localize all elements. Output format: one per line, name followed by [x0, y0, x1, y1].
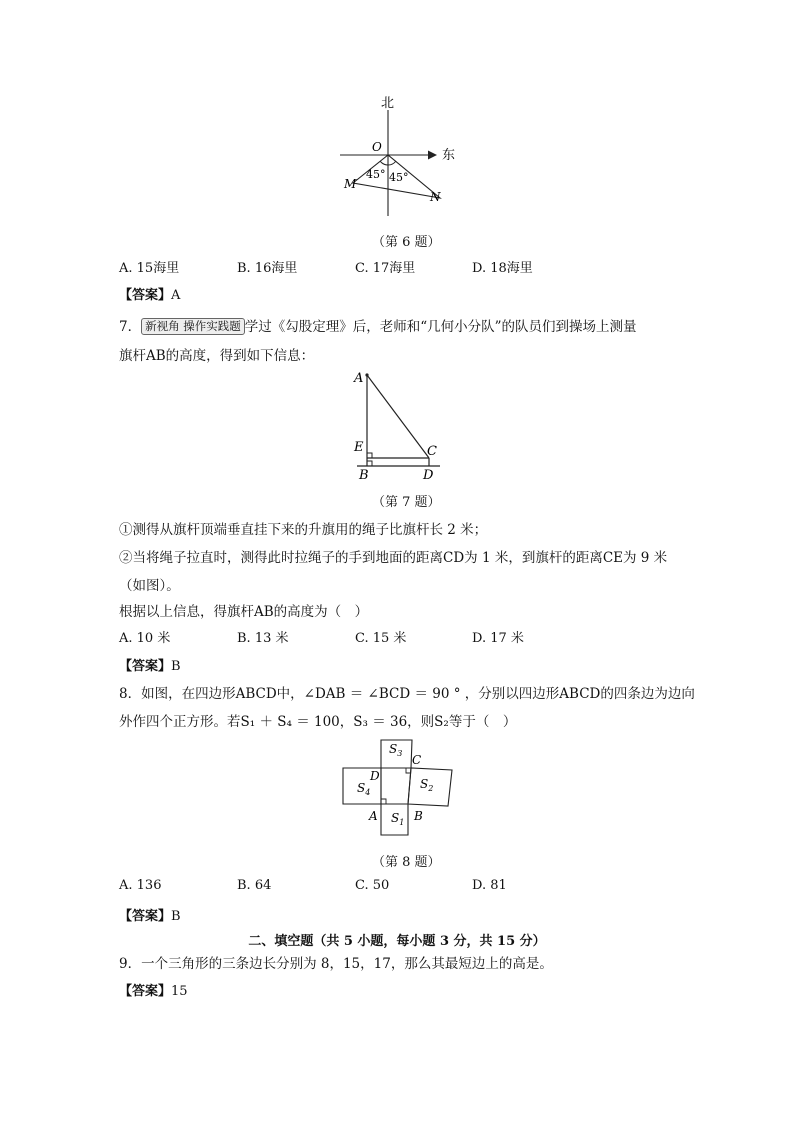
q7-flagpole-figure — [345, 365, 455, 483]
q6-option-c: C. 17海里 — [355, 261, 416, 276]
q8-answer — [119, 905, 181, 924]
east-label: 东 — [442, 148, 456, 163]
q7-option-a: A. 10 米 — [119, 631, 171, 646]
q8-text-line1: 8．如图，在四边形ABCD中，∠DAB ＝ ∠BCD ＝ 90 ° ，分别以四边形ABCD的四条边为边向 — [119, 686, 695, 702]
section-heading: 二、填空题（共 5 小题，每小题 3 分，共 15 分） — [248, 934, 546, 949]
q9-text: 9．一个三角形的三条边长分别为 8，15，17，那么其最短边上的高是。 — [119, 956, 553, 972]
label-s2: $S_2$ — [420, 777, 434, 793]
answer-label: 【答案】 — [119, 984, 172, 999]
answer-label: 【答案】 — [119, 659, 172, 674]
angle-right-label: 45° — [389, 171, 409, 184]
q7-text-line2: 旗杆AB的高度，得到如下信息： — [119, 348, 315, 364]
q7-info2-cont: （如图）。 — [119, 578, 180, 594]
q7-question: 根据以上信息，得旗杆AB的高度为（ ） — [119, 604, 369, 620]
q9-answer — [119, 980, 188, 999]
point-b-label: B — [414, 809, 423, 823]
angle-left-label: 45° — [366, 168, 386, 181]
point-o-label: O — [372, 140, 382, 154]
north-label: 北 — [381, 96, 395, 111]
point-a-label: A — [369, 809, 378, 823]
point-a-label: A — [354, 371, 364, 386]
q7-text1: 学过《勾股定理》后，老师和“几何小分队”的队员们到操场上测量 — [244, 319, 637, 335]
q7-text-line1 — [119, 315, 637, 335]
answer-label: 【答案】 — [119, 909, 172, 924]
q7-caption: （第 7 题） — [372, 495, 441, 510]
q6-answer — [119, 284, 180, 303]
q8-option-c: C. 50 — [355, 878, 390, 893]
answer-label: 【答案】 — [119, 288, 172, 303]
q7-answer — [119, 655, 181, 674]
answer-value: B — [171, 659, 181, 674]
q6-option-d: D. 18海里 — [472, 261, 533, 276]
point-m-label: M — [344, 177, 357, 191]
q6-caption: （第 6 题） — [372, 235, 441, 250]
point-c-label: C — [412, 753, 422, 767]
q8-option-d: D. 81 — [472, 878, 507, 893]
label-s1: $S_1$ — [391, 811, 405, 827]
q8-option-b: B. 64 — [237, 878, 272, 893]
q8-text-line2: 外作四个正方形。若S₁ ＋ S₄ ＝ 100，S₃ ＝ 36，则S₂等于（ ） — [119, 714, 517, 730]
q7-option-c: C. 15 米 — [355, 631, 407, 646]
q7-info1: ①测得从旗杆顶端垂直挂下来的升旗用的绳子比旗杆长 2 米； — [119, 522, 488, 538]
q8-squares-figure — [335, 730, 465, 842]
q7-option-b: B. 13 米 — [237, 631, 289, 646]
q8-option-a: A. 136 — [119, 878, 162, 893]
q6-option-a: A. 15海里 — [119, 261, 180, 276]
q7-option-d: D. 17 米 — [472, 631, 524, 646]
point-n-label: N — [430, 190, 441, 204]
point-d-label: D — [423, 468, 434, 483]
point-c-label: C — [427, 444, 437, 459]
q7-info2: ②当将绳子拉直时，测得此时拉绳子的手到地面的距离CD为 1 米，到旗杆的距离CE为 9 米 — [119, 550, 668, 566]
answer-value: B — [171, 909, 181, 924]
answer-value: A — [171, 288, 181, 303]
q8-caption: （第 8 题） — [372, 855, 441, 870]
q7-tag-badge: 新视角 操作实践题 — [141, 318, 245, 335]
label-s3: $S_3$ — [389, 742, 403, 758]
q6-option-b: B. 16海里 — [237, 261, 298, 276]
point-d-label: D — [370, 769, 380, 783]
label-s4: $S_4$ — [357, 781, 371, 797]
question-number: 7． — [119, 319, 142, 335]
point-b-label: B — [359, 468, 369, 483]
answer-value: 15 — [171, 984, 188, 999]
q6-compass-figure — [330, 90, 470, 225]
point-e-label: E — [354, 440, 364, 455]
